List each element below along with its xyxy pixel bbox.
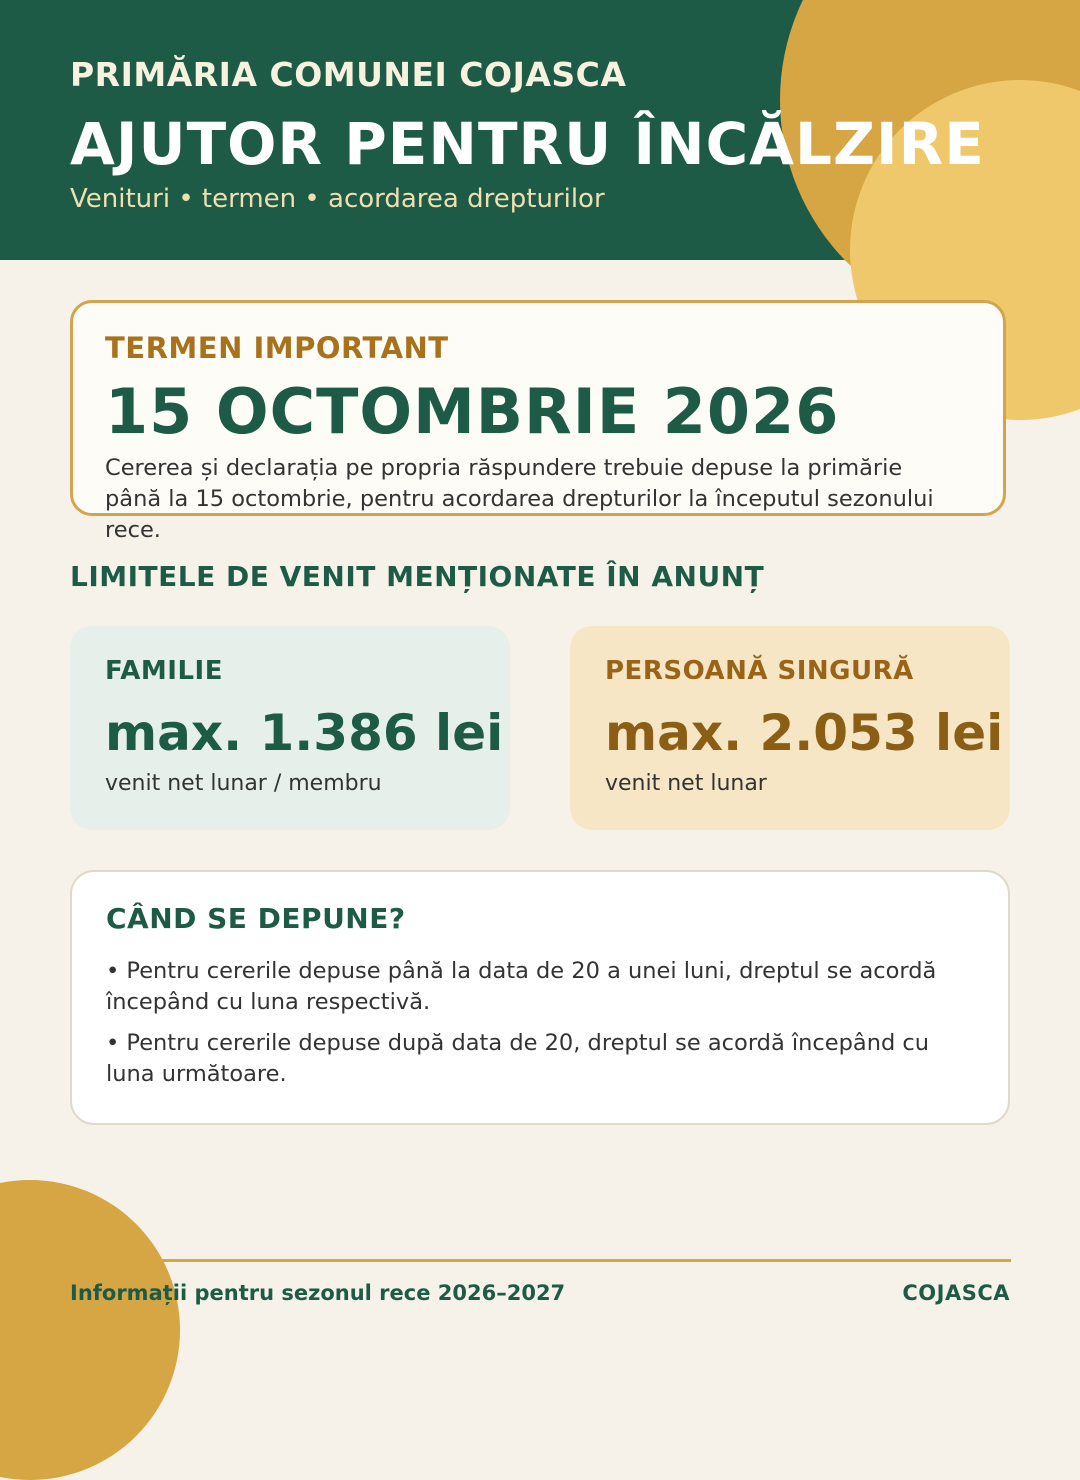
footer-locality: COJASCA — [902, 1281, 1010, 1305]
list-item: • Pentru cererile depuse după data de 20, dreptul se acordă începând cu luna următoare. — [106, 1030, 930, 1087]
page-title: AJUTOR PENTRU ÎNCĂLZIRE — [70, 110, 985, 178]
single-person-income-note: venit net lunar — [605, 771, 767, 796]
single-person-label: PERSOANĂ SINGURĂ — [605, 656, 914, 686]
page-subtitle: Venituri • termen • acordarea drepturilor — [70, 184, 605, 214]
family-income-card — [70, 626, 510, 830]
single-person-income-value: max. 2.053 lei — [605, 704, 1004, 762]
footer-season-info: Informații pentru sezonul rece 2026–2027 — [70, 1281, 566, 1305]
single-person-income-card — [570, 626, 1010, 830]
footer-divider — [160, 1259, 1011, 1262]
deadline-date: 15 OCTOMBRIE 2026 — [105, 375, 840, 448]
deadline-label: TERMEN IMPORTANT — [105, 331, 449, 365]
family-income-value: max. 1.386 lei — [105, 704, 504, 762]
organization-name: PRIMĂRIA COMUNEI COJASCA — [70, 55, 627, 94]
when-to-apply-list — [106, 956, 966, 1100]
family-label: FAMILIE — [105, 656, 223, 686]
when-to-apply-box — [70, 870, 1010, 1125]
when-to-apply-title: CÂND SE DEPUNE? — [106, 902, 406, 935]
deadline-box — [70, 300, 1006, 543]
list-item: • Pentru cererile depuse până la data de 20 a unei luni, dreptul se acordă începând cu luna respectivă. — [106, 958, 937, 1015]
deadline-description: Cererea și declarația pe propria răspundere trebuie depuse la primărie până la 15 octombrie, pentru acordarea drepturilor la începutul sezonului rece. — [105, 455, 934, 543]
income-limits-title: LIMITELE DE VENIT MENȚIONATE ÎN ANUNȚ — [70, 560, 765, 593]
decorative-circle-bottom — [0, 1180, 180, 1480]
family-income-note: venit net lunar / membru — [105, 771, 382, 796]
